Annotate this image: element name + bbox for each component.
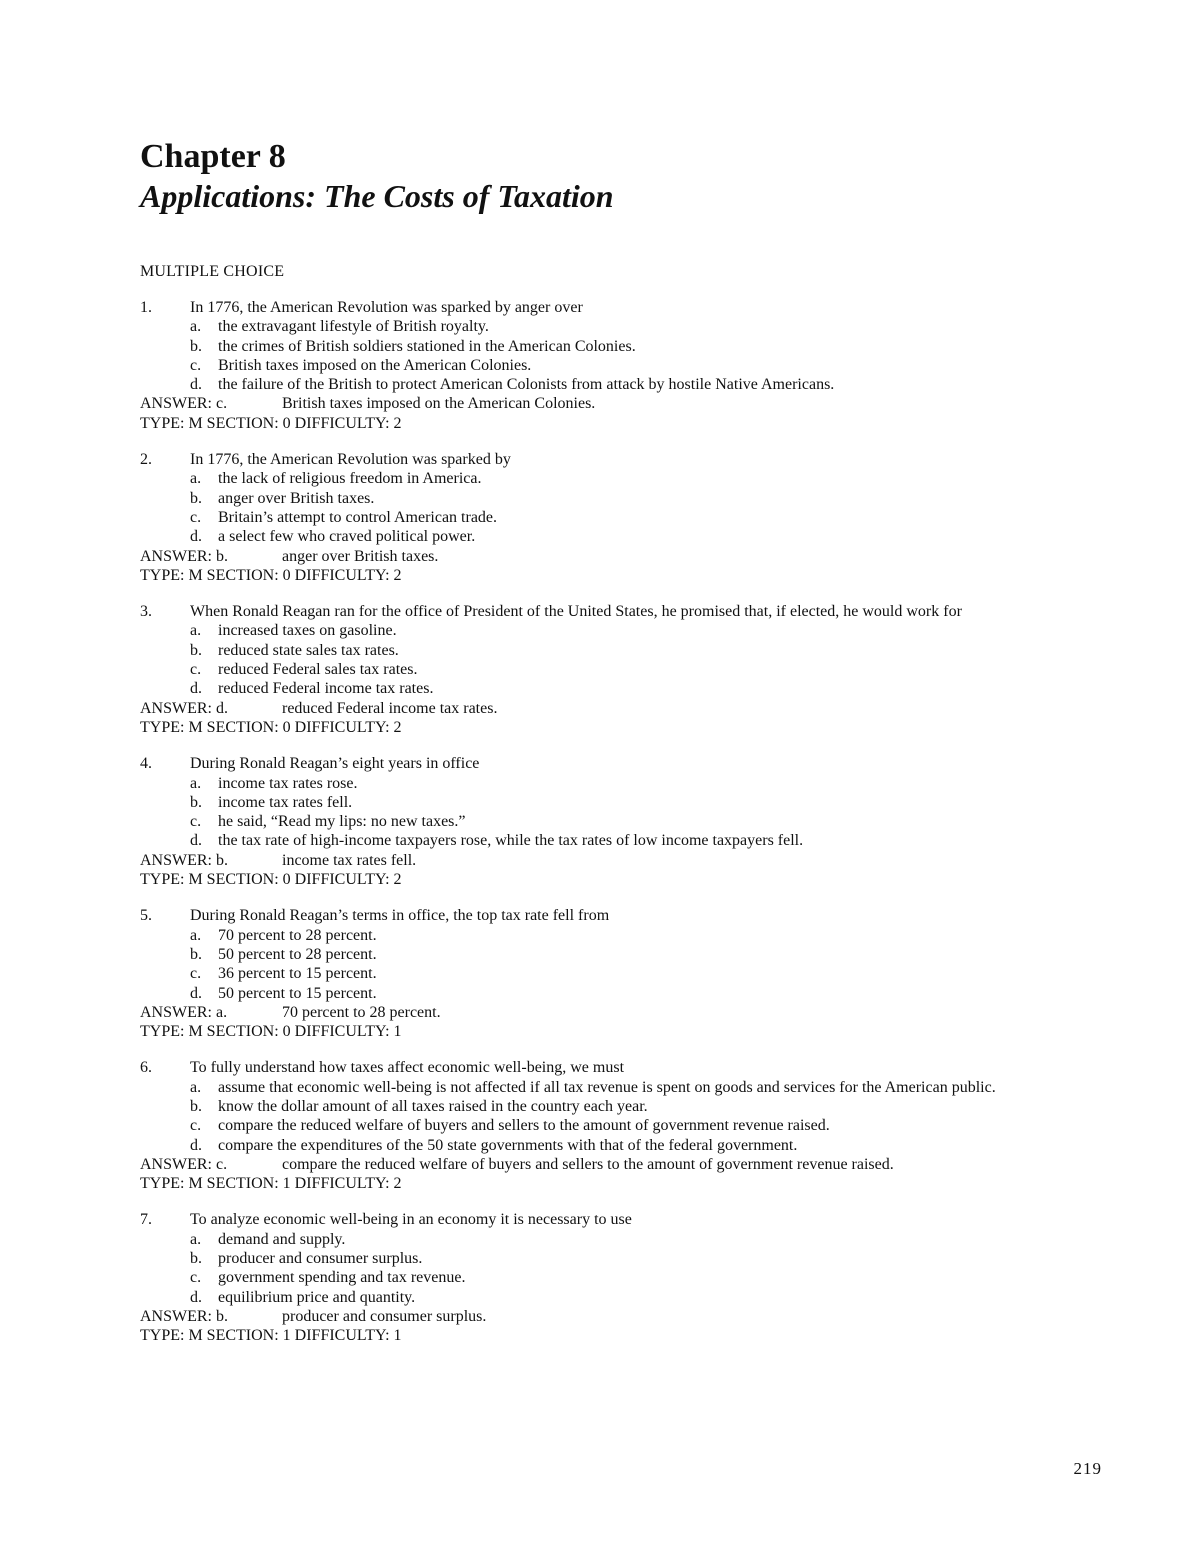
choice-text: reduced Federal income tax rates. — [218, 680, 434, 698]
answer-label: ANSWER: c. — [140, 1155, 228, 1173]
choice-letter: d. — [190, 680, 202, 698]
choice-item — [190, 926, 1120, 945]
choice-letter: d. — [190, 528, 202, 546]
choice-text: the tax rate of high-income taxpayers rose, while the tax rates of low income taxpayers fell. — [218, 832, 804, 850]
choice-letter: d. — [190, 1136, 202, 1154]
question-text: To analyze economic well-being in an economy it is necessary to use — [190, 1211, 632, 1229]
question-number: 4. — [140, 755, 152, 773]
answer-text: reduced Federal income tax rates. — [282, 699, 498, 717]
choice-letter: c. — [190, 813, 202, 831]
choice-list — [190, 1078, 1120, 1155]
chapter-subtitle: Applications: The Costs of Taxation — [140, 178, 614, 214]
question-number: 3. — [140, 603, 152, 621]
choice-text: reduced Federal sales tax rates. — [218, 661, 418, 679]
choice-item — [190, 945, 1120, 964]
answer-label: ANSWER: a. — [140, 1003, 228, 1021]
choice-text: anger over British taxes. — [218, 489, 375, 507]
question-number: 1. — [140, 299, 152, 316]
choice-text: producer and consumer surplus. — [218, 1250, 423, 1268]
choice-letter: a. — [190, 470, 202, 488]
question-item — [140, 450, 1120, 585]
question-item — [140, 906, 1120, 1041]
choice-letter: b. — [190, 1097, 202, 1115]
answer-line — [140, 1155, 1120, 1174]
question-meta: TYPE: M SECTION: 0 DIFFICULTY: 2 — [140, 718, 402, 736]
question-meta: TYPE: M SECTION: 0 DIFFICULTY: 1 — [140, 1023, 402, 1041]
question-stem — [140, 602, 1120, 621]
answer-line — [140, 1003, 1120, 1022]
choice-letter: c. — [190, 508, 202, 526]
question-text: To fully understand how taxes affect economic well-being, we must — [190, 1059, 625, 1077]
choice-text: 70 percent to 28 percent. — [218, 926, 377, 944]
choice-letter: b. — [190, 489, 202, 507]
answer-label: ANSWER: c. — [140, 395, 228, 413]
choice-letter: b. — [190, 337, 202, 355]
choice-letter: d. — [190, 832, 202, 850]
choice-letter: a. — [190, 1078, 202, 1096]
choice-item — [190, 317, 1120, 336]
choice-text: demand and supply. — [218, 1230, 346, 1248]
question-meta: TYPE: M SECTION: 0 DIFFICULTY: 2 — [140, 871, 402, 889]
question-stem — [140, 298, 1120, 317]
choice-item — [190, 1136, 1120, 1155]
question-stem — [140, 754, 1120, 773]
choice-text: government spending and tax revenue. — [218, 1269, 466, 1287]
answer-text: compare the reduced welfare of buyers and sellers to the amount of government revenue raised. — [282, 1155, 894, 1173]
choice-item — [190, 679, 1120, 698]
answer-line — [140, 1307, 1120, 1326]
choice-item — [190, 527, 1120, 546]
chapter-title: Chapter 8 — [140, 138, 286, 175]
answer-label: ANSWER: b. — [140, 1307, 228, 1325]
choice-letter: d. — [190, 984, 202, 1002]
choice-list — [190, 1230, 1120, 1307]
choice-text: a select few who craved political power. — [218, 528, 476, 546]
answer-text: British taxes imposed on the American Colonies. — [282, 395, 596, 413]
choice-letter: c. — [190, 1117, 202, 1135]
choice-item — [190, 641, 1120, 660]
choice-letter: a. — [190, 774, 202, 792]
choice-item — [190, 1078, 1120, 1097]
question-list — [140, 298, 1120, 1346]
choice-item — [190, 1230, 1120, 1249]
choice-letter: c. — [190, 356, 202, 374]
choice-list — [190, 469, 1120, 546]
answer-label: ANSWER: d. — [140, 699, 228, 717]
choice-text: the lack of religious freedom in America. — [218, 470, 482, 488]
section-label: MULTIPLE CHOICE — [140, 263, 285, 280]
choice-item — [190, 1249, 1120, 1268]
choice-text: increased taxes on gasoline. — [218, 622, 397, 640]
choice-text: the crimes of British soldiers stationed in the American Colonies. — [218, 337, 636, 355]
choice-letter: d. — [190, 1288, 202, 1306]
choice-text: compare the reduced welfare of buyers and sellers to the amount of government revenue raised. — [218, 1117, 830, 1135]
question-item — [140, 298, 1120, 433]
choice-item — [190, 375, 1120, 394]
choice-letter: c. — [190, 661, 202, 679]
choice-item — [190, 964, 1120, 983]
choice-item — [190, 984, 1120, 1003]
choice-list — [190, 926, 1120, 1003]
answer-line — [140, 699, 1120, 718]
choice-letter: a. — [190, 622, 202, 640]
choice-item — [190, 1116, 1120, 1135]
choice-letter: c. — [190, 965, 202, 983]
choice-item — [190, 793, 1120, 812]
question-meta: TYPE: M SECTION: 1 DIFFICULTY: 1 — [140, 1327, 402, 1345]
question-text: In 1776, the American Revolution was sparked by anger over — [190, 299, 583, 316]
question-item — [140, 602, 1120, 737]
choice-letter: c. — [190, 1269, 202, 1287]
choice-item — [190, 508, 1120, 527]
choice-text: assume that economic well-being is not affected if all tax revenue is spent on goods and services for the American public. — [218, 1078, 996, 1096]
question-text: When Ronald Reagan ran for the office of President of the United States, he promised that, if elected, he would work for — [190, 603, 962, 621]
answer-text: 70 percent to 28 percent. — [282, 1003, 441, 1021]
answer-text: income tax rates fell. — [282, 851, 417, 869]
answer-label: ANSWER: b. — [140, 547, 228, 565]
choice-list — [190, 621, 1120, 698]
question-text: In 1776, the American Revolution was sparked by — [190, 451, 511, 469]
question-meta: TYPE: M SECTION: 0 DIFFICULTY: 2 — [140, 414, 402, 432]
choice-list — [190, 774, 1120, 851]
question-stem — [140, 1058, 1120, 1077]
question-number: 5. — [140, 907, 152, 925]
choice-text: income tax rates fell. — [218, 793, 353, 811]
choice-text: Britain’s attempt to control American trade. — [218, 508, 498, 526]
choice-text: 50 percent to 15 percent. — [218, 984, 377, 1002]
question-meta: TYPE: M SECTION: 1 DIFFICULTY: 2 — [140, 1175, 402, 1193]
question-stem — [140, 906, 1120, 925]
question-number: 7. — [140, 1211, 152, 1229]
choice-item — [190, 337, 1120, 356]
choice-item — [190, 774, 1120, 793]
choice-letter: a. — [190, 1230, 202, 1248]
choice-letter: a. — [190, 318, 202, 336]
choice-item — [190, 489, 1120, 508]
choice-text: income tax rates rose. — [218, 774, 358, 792]
choice-item — [190, 1268, 1120, 1287]
choice-item — [190, 1288, 1120, 1307]
question-meta: TYPE: M SECTION: 0 DIFFICULTY: 2 — [140, 566, 402, 584]
choice-text: British taxes imposed on the American Colonies. — [218, 356, 532, 374]
choice-text: the extravagant lifestyle of British royalty. — [218, 318, 489, 336]
choice-letter: b. — [190, 793, 202, 811]
choice-letter: d. — [190, 376, 202, 394]
choice-text: the failure of the British to protect American Colonists from attack by hostile Native Americans. — [218, 376, 835, 394]
answer-line — [140, 394, 1120, 413]
question-item — [140, 1058, 1120, 1193]
choice-text: know the dollar amount of all taxes raised in the country each year. — [218, 1097, 648, 1115]
choice-letter: a. — [190, 926, 202, 944]
choice-letter: b. — [190, 1250, 202, 1268]
choice-item — [190, 660, 1120, 679]
choice-item — [190, 831, 1120, 850]
answer-label: ANSWER: b. — [140, 851, 228, 869]
page-number: 219 — [1073, 1459, 1102, 1478]
choice-item — [190, 469, 1120, 488]
question-stem — [140, 1210, 1120, 1229]
question-number: 6. — [140, 1059, 152, 1077]
choice-text: he said, “Read my lips: no new taxes.” — [218, 813, 466, 831]
choice-item — [190, 812, 1120, 831]
question-item — [140, 754, 1120, 889]
question-stem — [140, 450, 1120, 469]
choice-list — [190, 317, 1120, 394]
choice-letter: b. — [190, 945, 202, 963]
choice-text: compare the expenditures of the 50 state governments with that of the federal government. — [218, 1136, 798, 1154]
choice-text: reduced state sales tax rates. — [218, 641, 399, 659]
answer-text: anger over British taxes. — [282, 547, 439, 565]
choice-item — [190, 621, 1120, 640]
answer-line — [140, 851, 1120, 870]
choice-item — [190, 1097, 1120, 1116]
question-number: 2. — [140, 451, 152, 469]
choice-letter: b. — [190, 641, 202, 659]
choice-text: 50 percent to 28 percent. — [218, 945, 377, 963]
question-text: During Ronald Reagan’s terms in office, the top tax rate fell from — [190, 907, 610, 925]
choice-item — [190, 356, 1120, 375]
answer-line — [140, 547, 1120, 566]
question-item — [140, 1210, 1120, 1345]
question-text: During Ronald Reagan’s eight years in office — [190, 755, 480, 773]
answer-text: producer and consumer surplus. — [282, 1307, 487, 1325]
choice-text: equilibrium price and quantity. — [218, 1288, 416, 1306]
choice-text: 36 percent to 15 percent. — [218, 965, 377, 983]
document-page — [140, 138, 1120, 1363]
